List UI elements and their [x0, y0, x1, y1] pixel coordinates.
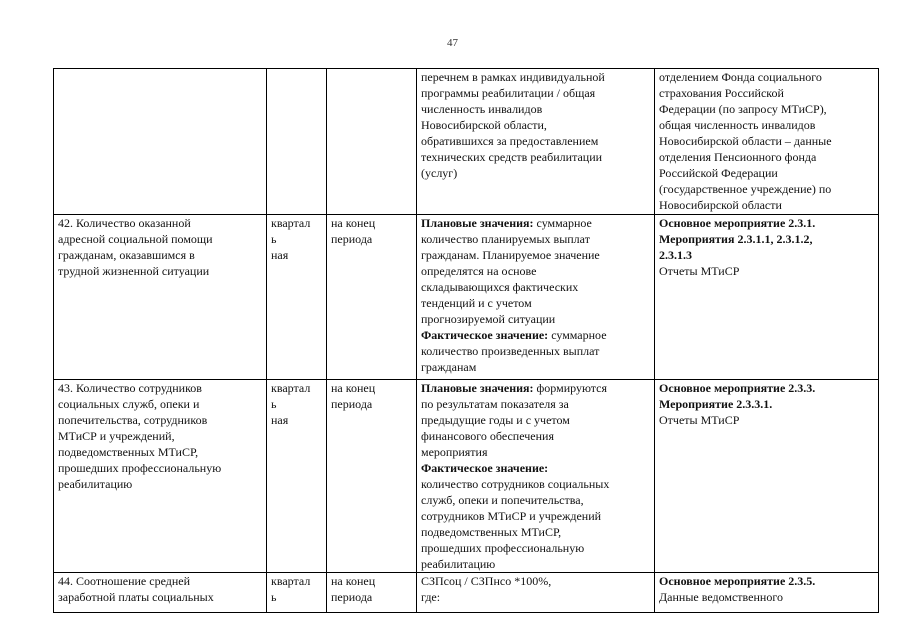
source-bold-label: Основное мероприятие 2.3.3. Мероприятие 2.3.3.1.	[659, 381, 816, 411]
timing-cell: на конец периода	[327, 573, 417, 613]
method-bold-label: Фактическое значение:	[421, 461, 549, 475]
method-cell	[417, 69, 655, 215]
indicator-cell: 44. Соотношение средней заработной платы социальных	[54, 573, 267, 613]
method-bold-label: Фактическое значение:	[421, 328, 549, 342]
source-text: Отчеты МТиСР	[659, 413, 740, 427]
table-row	[54, 215, 879, 380]
method-bold-label: Плановые значения:	[421, 381, 534, 395]
source-text: отделением Фонда социального страхования Российской Федерации (по запросу МТиСР), общая численность инвалидов Новосибирской области – данные отделения Пенсионного фонда Российской Федерации (государственное учреждение) по Новосибирской области	[659, 70, 832, 212]
method-paragraph	[421, 69, 650, 181]
source-paragraph	[659, 573, 874, 589]
source-paragraph	[659, 215, 874, 263]
source-paragraph	[659, 263, 874, 279]
source-cell	[655, 215, 879, 380]
source-cell	[655, 380, 879, 573]
timing-cell: на конец периода	[327, 215, 417, 380]
method-paragraph	[421, 573, 650, 605]
method-text: СЗПсоц / СЗПнсо *100%, где:	[421, 574, 552, 604]
indicators-table	[53, 68, 879, 613]
method-text: формируются по результатам показателя за предыдущие годы и с учетом финансового обеспечения мероприятия	[421, 381, 608, 459]
source-paragraph	[659, 412, 874, 428]
table-row	[54, 573, 879, 613]
method-cell	[417, 380, 655, 573]
source-paragraph	[659, 69, 874, 213]
method-text: суммарное количество произведенных выплат гражданам	[421, 328, 607, 374]
method-text: количество сотрудников социальных служб, опеки и попечительства, сотрудников МТиСР и учреждений подведомственных МТиСР, прошедших профессиональную реабилитацию	[421, 477, 610, 571]
source-text: Данные ведомственного	[659, 590, 783, 604]
periodicity-cell	[267, 69, 327, 215]
method-cell	[417, 215, 655, 380]
indicator-cell: 43. Количество сотрудников социальных служб, опеки и попечительства, сотрудников МТиСР и учреждений, подведомственных МТиСР, прошедших профессиональную реабилитацию	[54, 380, 267, 573]
method-paragraph	[421, 380, 650, 460]
method-text: перечнем в рамках индивидуальной программы реабилитации / общая численность инвалидов Новосибирской области, обратившихся за предоставлением технических средств реабилитации (услуг)	[421, 70, 605, 180]
source-bold-label: Основное мероприятие 2.3.1. Мероприятия 2.3.1.1, 2.3.1.2, 2.3.1.3	[659, 216, 816, 262]
source-paragraph	[659, 589, 874, 605]
method-text: суммарное количество планируемых выплат гражданам. Планируемое значение определятся на основе складывающихся фактических тенденций и с учетом прогнозируемой ситуации	[421, 216, 600, 326]
table-row	[54, 380, 879, 573]
method-paragraph	[421, 460, 650, 572]
source-cell	[655, 69, 879, 215]
method-paragraph	[421, 215, 650, 327]
source-paragraph	[659, 380, 874, 412]
indicator-cell: 42. Количество оказанной адресной социальной помощи гражданам, оказавшимся в трудной жизненной ситуации	[54, 215, 267, 380]
periodicity-cell: квартал ь ная	[267, 380, 327, 573]
source-bold-label: Основное мероприятие 2.3.5.	[659, 574, 816, 588]
periodicity-cell: квартал ь	[267, 573, 327, 613]
method-bold-label: Плановые значения:	[421, 216, 534, 230]
method-paragraph	[421, 327, 650, 375]
timing-cell	[327, 69, 417, 215]
indicator-cell	[54, 69, 267, 215]
timing-cell: на конец периода	[327, 380, 417, 573]
periodicity-cell: квартал ь ная	[267, 215, 327, 380]
page-number: 47	[447, 37, 458, 49]
method-cell	[417, 573, 655, 613]
source-cell	[655, 573, 879, 613]
source-text: Отчеты МТиСР	[659, 264, 740, 278]
table-row	[54, 69, 879, 215]
